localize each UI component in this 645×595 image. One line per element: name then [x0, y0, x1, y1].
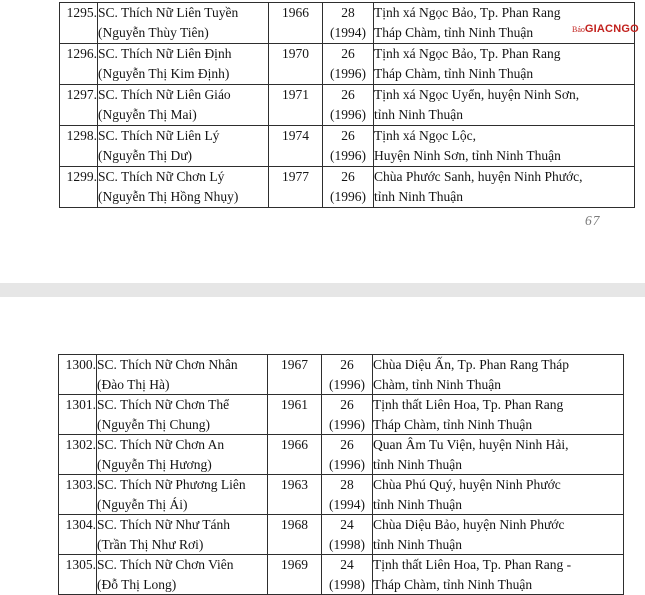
row-number: 1299. [60, 167, 98, 208]
row-number: 1300. [59, 355, 97, 395]
ordination-year: (1996) [329, 456, 365, 472]
address-line-1: Chùa Diệu Bảo, huyện Ninh Phước [373, 517, 565, 532]
ordination-age: 26 [340, 397, 354, 412]
birth-name: (Nguyễn Thị Mai) [98, 106, 197, 122]
ordination-age: 24 [340, 517, 354, 532]
ordination-year: (1996) [329, 416, 365, 432]
nun-name: SC. Thích Nữ Chơn Nhân [97, 357, 238, 372]
address-line-1: Tịnh xá Ngọc Lộc, [374, 128, 476, 143]
table-row [60, 85, 635, 126]
birth-year: 1974 [269, 126, 323, 167]
birth-year: 1977 [269, 167, 323, 208]
table-body-lower [59, 355, 624, 595]
address-line-2: tỉnh Ninh Thuận [374, 106, 463, 122]
ordination-year: (1994) [330, 24, 366, 40]
ordination-year: (1996) [330, 65, 366, 81]
address-line-2: tỉnh Ninh Thuận [373, 536, 462, 552]
address-line-2: Tháp Chàm, tỉnh Ninh Thuận [374, 65, 534, 81]
table-row [60, 3, 635, 44]
address-line-2: Chàm, tỉnh Ninh Thuận [373, 376, 501, 392]
ordination-year: (1996) [330, 106, 366, 122]
nun-registry-table-upper [59, 2, 635, 208]
birth-name: (Nguyễn Thị Kim Định) [98, 65, 230, 81]
address-line-2: Tháp Chàm, tỉnh Ninh Thuận [373, 576, 533, 592]
birth-name: (Nguyễn Thị Dư) [98, 147, 193, 163]
nun-name: SC. Thích Nữ Chơn Thể [97, 397, 230, 412]
table-row [60, 126, 635, 167]
address-line-1: Quan Âm Tu Viện, huyện Ninh Hải, [373, 437, 569, 452]
table-row [60, 44, 635, 85]
row-number: 1297. [60, 85, 98, 126]
ordination-age: 28 [340, 477, 354, 492]
birth-year: 1971 [269, 85, 323, 126]
birth-year: 1968 [268, 515, 322, 555]
ordination-year: (1998) [329, 536, 365, 552]
row-number: 1302. [59, 435, 97, 475]
birth-year: 1966 [268, 435, 322, 475]
birth-year: 1970 [269, 44, 323, 85]
nun-name: SC. Thích Nữ Liên Giáo [98, 87, 231, 102]
address-line-2: Tháp Chàm, tỉnh Ninh Thuận [374, 24, 534, 40]
address-line-1: Chùa Diệu Ấn, Tp. Phan Rang Tháp [373, 357, 569, 372]
birth-name: (Nguyễn Thị Ái) [97, 496, 188, 512]
table-row [59, 435, 624, 475]
row-number: 1303. [59, 475, 97, 515]
nun-name: SC. Thích Nữ Phương Liên [97, 477, 246, 492]
birth-year: 1966 [269, 3, 323, 44]
birth-name: (Đỗ Thị Long) [97, 576, 177, 592]
nun-name: SC. Thích Nữ Như Tánh [97, 517, 231, 532]
nun-registry-table-lower [58, 354, 624, 595]
address-line-2: Tháp Chàm, tỉnh Ninh Thuận [373, 416, 533, 432]
ordination-age: 26 [340, 357, 354, 372]
birth-name: (Nguyễn Thùy Tiên) [98, 24, 209, 40]
address-line-1: Tịnh thất Liên Hoa, Tp. Phan Rang - [373, 557, 572, 572]
ordination-year: (1998) [329, 576, 365, 592]
row-number: 1301. [59, 395, 97, 435]
ordination-year: (1994) [329, 496, 365, 512]
ordination-year: (1996) [330, 147, 366, 163]
birth-year: 1961 [268, 395, 322, 435]
nun-name: SC. Thích Nữ Liên Định [98, 46, 232, 61]
watermark-brand: GIACNGO [584, 23, 639, 35]
address-line-2: tỉnh Ninh Thuận [373, 496, 462, 512]
row-number: 1305. [59, 555, 97, 595]
table-row [59, 355, 624, 395]
row-number: 1295. [60, 3, 98, 44]
page-separator-band [0, 283, 645, 297]
address-line-1: Chùa Phước Sanh, huyện Ninh Phước, [374, 169, 583, 184]
address-line-2: tỉnh Ninh Thuận [374, 188, 463, 204]
ordination-age: 26 [340, 437, 354, 452]
nun-name: SC. Thích Nữ Chơn Lý [98, 169, 225, 184]
table-row [60, 167, 635, 208]
birth-name: (Trần Thị Như Rơi) [97, 536, 204, 552]
address-line-1: Tịnh xá Ngọc Bảo, Tp. Phan Rang [374, 5, 561, 20]
address-line-1: Tịnh xá Ngọc Uyển, huyện Ninh Sơn, [374, 87, 580, 102]
ordination-age: 28 [341, 5, 355, 20]
row-number: 1304. [59, 515, 97, 555]
table-row [59, 395, 624, 435]
address-line-1: Tịnh xá Ngọc Bảo, Tp. Phan Rang [374, 46, 561, 61]
table-row [59, 475, 624, 515]
ordination-age: 26 [341, 87, 355, 102]
watermark-prefix: Báo [572, 25, 585, 34]
nun-name: SC. Thích Nữ Chơn Viên [97, 557, 234, 572]
table-body-upper [60, 3, 635, 208]
birth-year: 1963 [268, 475, 322, 515]
ordination-year: (1996) [329, 376, 365, 392]
nun-name: SC. Thích Nữ Liên Tuyền [98, 5, 239, 20]
ordination-age: 26 [341, 46, 355, 61]
birth-name: (Đào Thị Hà) [97, 376, 170, 392]
ordination-age: 26 [341, 169, 355, 184]
ordination-age: 26 [341, 128, 355, 143]
birth-name: (Nguyễn Thị Hồng Nhụy) [98, 188, 239, 204]
table-row [59, 515, 624, 555]
row-number: 1296. [60, 44, 98, 85]
address-line-1: Tịnh thất Liên Hoa, Tp. Phan Rang [373, 397, 564, 412]
birth-year: 1969 [268, 555, 322, 595]
nun-name: SC. Thích Nữ Chơn An [97, 437, 225, 452]
birth-name: (Nguyễn Thị Chung) [97, 416, 210, 432]
ordination-year: (1996) [330, 188, 366, 204]
page-number: 67 [585, 213, 601, 228]
address-line-1: Chùa Phú Quý, huyện Ninh Phước [373, 477, 561, 492]
address-line-2: tỉnh Ninh Thuận [373, 456, 462, 472]
table-row [59, 555, 624, 595]
nun-name: SC. Thích Nữ Liên Lý [98, 128, 220, 143]
giacngo-watermark [572, 22, 639, 36]
birth-name: (Nguyễn Thị Hương) [97, 456, 212, 472]
address-line-2: Huyện Ninh Sơn, tỉnh Ninh Thuận [374, 147, 561, 163]
row-number: 1298. [60, 126, 98, 167]
ordination-age: 24 [340, 557, 354, 572]
birth-year: 1967 [268, 355, 322, 395]
